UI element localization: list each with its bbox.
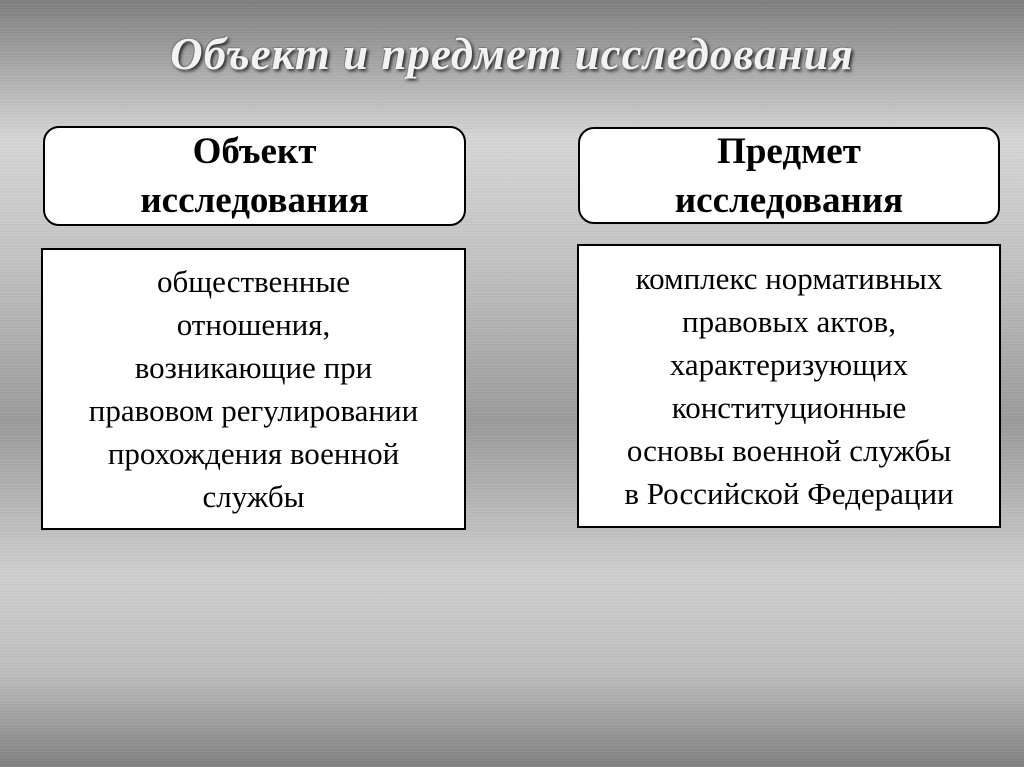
object-header-text: Объект исследования bbox=[140, 131, 369, 221]
object-header-box bbox=[43, 126, 466, 226]
subject-content-text: комплекс нормативных правовых актов, характеризующих конституционные основы военной службы в Российской Федерации bbox=[624, 261, 954, 511]
subject-content-box bbox=[577, 244, 1001, 528]
slide-title: Объект и предмет исследования bbox=[170, 29, 854, 79]
object-content-text: общественные отношения, возникающие при правовом регулировании прохождения военной службы bbox=[88, 264, 419, 514]
subject-header-text: Предмет исследования bbox=[674, 130, 904, 221]
subject-header-box bbox=[578, 127, 1000, 224]
object-content-box bbox=[41, 248, 466, 530]
